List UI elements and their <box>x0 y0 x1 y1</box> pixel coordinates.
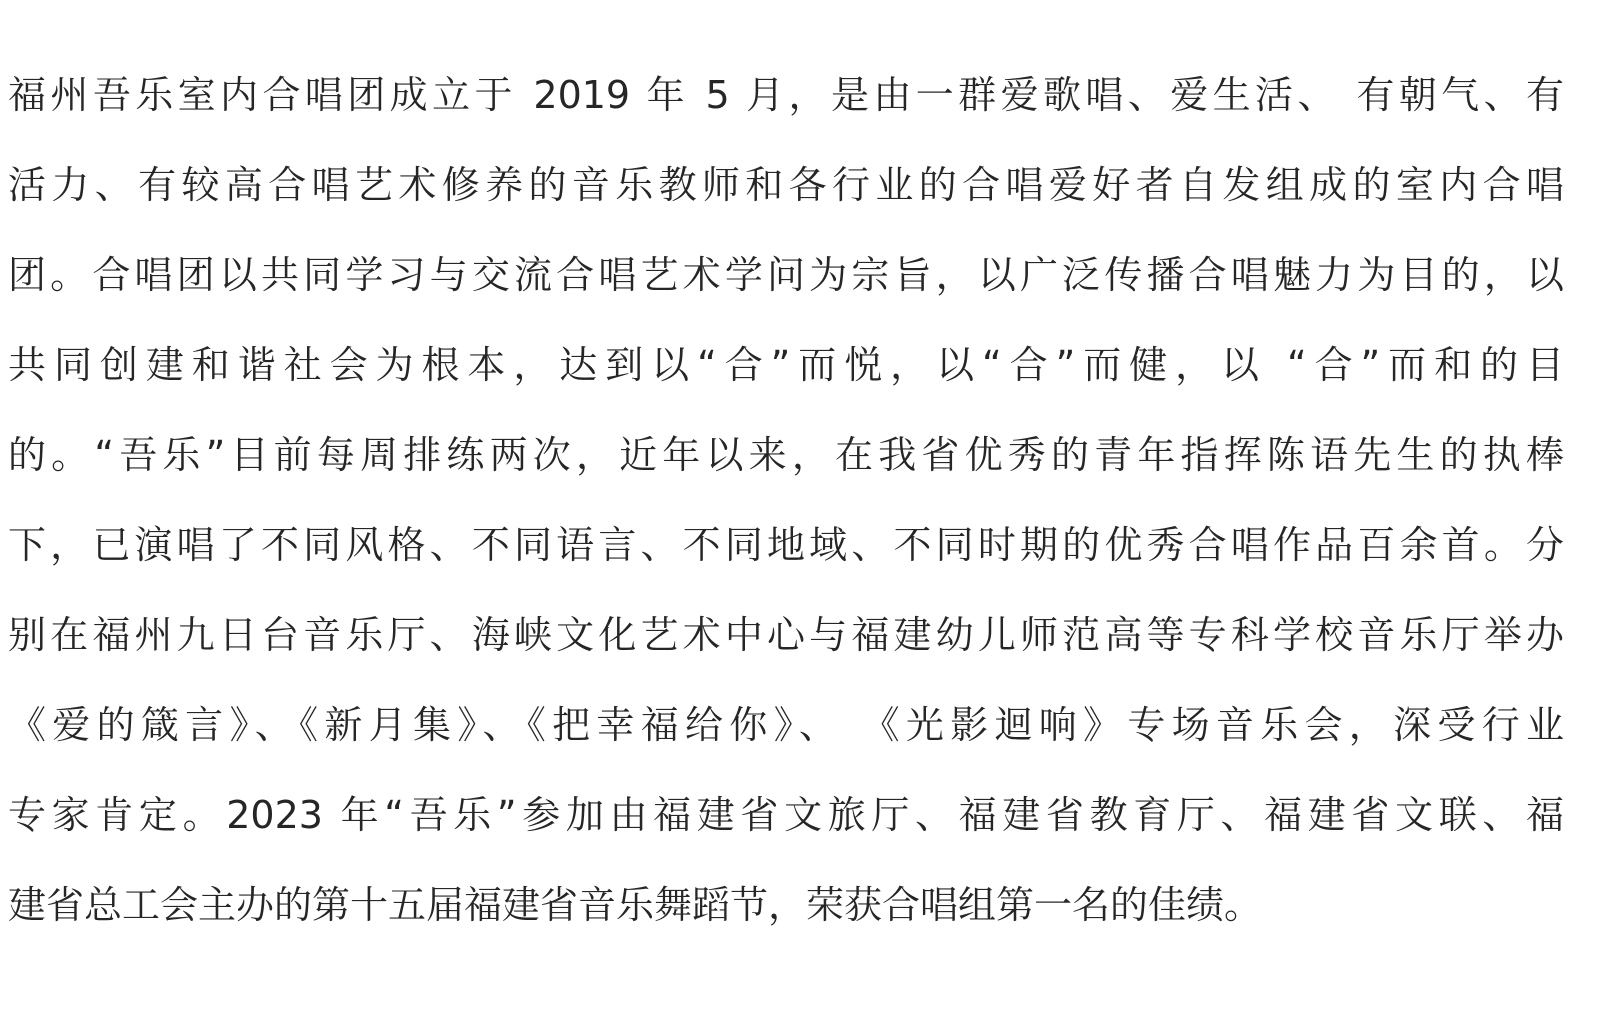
text-line: 建省总工会主办的第十五届福建省音乐舞蹈节，荣获合唱组第一名的佳绩。 <box>8 883 1263 927</box>
text-line: 共同创建和谐社会为根本，达到以“合”而悦，以“合”而健，以 “合”而和的目 <box>8 343 1564 387</box>
text-line: 的。“吾乐”目前每周排练两次，近年以来，在我省优秀的青年指挥陈语先生的执棒 <box>8 433 1564 477</box>
text-line: 别在福州九日台音乐厅、海峡文化艺术中心与福建幼儿师范高等专科学校音乐厅举办 <box>8 613 1564 657</box>
text-line: 下，已演唱了不同风格、不同语言、不同地域、不同时期的优秀合唱作品百余首。分 <box>8 523 1564 567</box>
text-line: 活力、有较高合唱艺术修养的音乐教师和各行业的合唱爱好者自发组成的室内合唱 <box>8 163 1564 207</box>
text-line: 团。合唱团以共同学习与交流合唱艺术学问为宗旨，以广泛传播合唱魅力为目的，以 <box>8 253 1564 297</box>
article-body <box>8 50 1564 950</box>
text-line: 福州吾乐室内合唱团成立于 2019 年 5 月，是由一群爱歌唱、爱生活、 有朝气、有 <box>8 73 1564 117</box>
text-line: 《爱的箴言》、《新月集》、《把幸福给你》、 《光影迴响》专场音乐会，深受行业 <box>8 703 1564 747</box>
text-line: 专家肯定。2023 年“吾乐”参加由福建省文旅厅、福建省教育厅、福建省文联、福 <box>8 793 1564 837</box>
